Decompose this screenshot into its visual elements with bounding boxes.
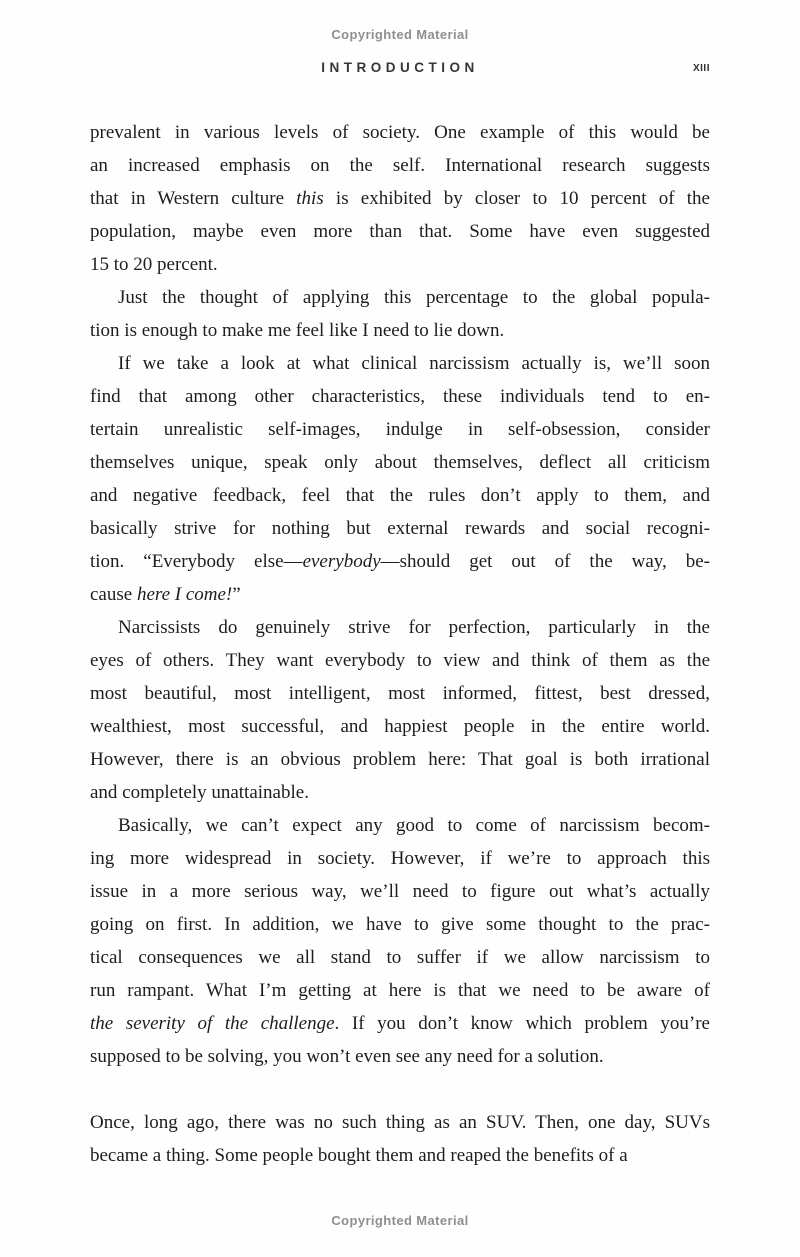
page-body [90, 116, 710, 1172]
text-segment: If we take a look at what clinical narcissism actually is, we’ll soon [118, 353, 710, 374]
text-segment: 15 to 20 percent. [90, 254, 218, 275]
text-line [90, 611, 710, 644]
text-segment: and negative feedback, feel that the rules don’t apply to them, and [90, 485, 710, 506]
paragraph [90, 809, 710, 1073]
paragraph [90, 116, 710, 281]
text-line [90, 974, 710, 1007]
text-line [90, 479, 710, 512]
text-segment: tertain unrealistic self-images, indulge in self-obsession, consider [90, 419, 710, 440]
text-segment: Once, long ago, there was no such thing as an SUV. Then, one day, SUVs [90, 1112, 710, 1133]
text-line [90, 875, 710, 908]
text-segment: that in Western culture [90, 188, 297, 209]
text-line [90, 743, 710, 776]
text-line [90, 281, 710, 314]
text-line [90, 842, 710, 875]
text-segment: . If you don’t know which problem you’re [334, 1013, 710, 1034]
text-line [90, 1106, 710, 1139]
text-line [90, 776, 710, 809]
italic-text-segment: here I come! [136, 584, 233, 605]
text-segment: wealthiest, most successful, and happiest people in the entire world. [90, 716, 710, 737]
text-segment: and completely unattainable. [90, 782, 309, 803]
paragraph [90, 1106, 710, 1172]
text-line [90, 446, 710, 479]
italic-text-segment: this [296, 188, 324, 209]
text-line [90, 1040, 710, 1073]
text-segment: —should get out of the way, be- [380, 551, 710, 572]
text-segment: prevalent in various levels of society. One example of this would be [90, 122, 710, 143]
text-line [90, 1007, 710, 1040]
text-line [90, 116, 710, 149]
paragraph [90, 347, 710, 611]
text-line [90, 545, 710, 578]
text-segment: eyes of others. They want everybody to view and think of them as the [90, 650, 710, 671]
text-segment: most beautiful, most intelligent, most informed, fittest, best dressed, [90, 683, 710, 704]
text-line [90, 182, 710, 215]
text-line [90, 1139, 710, 1172]
text-segment: However, there is an obvious problem here: That goal is both irrational [90, 749, 710, 770]
text-line [90, 314, 710, 347]
text-segment: is exhibited by closer to 10 percent of the [323, 188, 710, 209]
text-line [90, 710, 710, 743]
text-line [90, 578, 710, 611]
chapter-title: INTRODUCTION [321, 60, 479, 75]
text-segment: an increased emphasis on the self. International research suggests [90, 155, 710, 176]
text-segment: became a thing. Some people bought them and reaped the benefits of a [90, 1145, 628, 1166]
text-segment: issue in a more serious way, we’ll need to figure out what’s actually [90, 881, 710, 902]
text-line [90, 809, 710, 842]
top-copyright-notice: Copyrighted Material [331, 27, 469, 42]
text-segment: basically strive for nothing but external rewards and social recogni- [90, 518, 710, 539]
text-line [90, 677, 710, 710]
text-segment: tion is enough to make me feel like I need to lie down. [90, 320, 505, 341]
italic-text-segment: everybody [302, 551, 381, 572]
text-line [90, 215, 710, 248]
text-segment: going on first. In addition, we have to give some thought to the prac- [90, 914, 710, 935]
text-segment: cause [90, 584, 137, 605]
text-line [90, 248, 710, 281]
text-segment: population, maybe even more than that. Some have even suggested [90, 221, 710, 242]
paragraph [90, 281, 710, 347]
text-segment: Basically, we can’t expect any good to come of narcissism becom- [118, 815, 710, 836]
text-line [90, 149, 710, 182]
text-segment: ” [232, 584, 241, 605]
paragraph [90, 611, 710, 809]
text-segment: Narcissists do genuinely strive for perfection, particularly in the [118, 617, 710, 638]
text-line [90, 941, 710, 974]
text-line [90, 644, 710, 677]
text-segment: find that among other characteristics, these individuals tend to en- [90, 386, 710, 407]
text-segment: tion. “Everybody else— [90, 551, 303, 572]
text-segment: tical consequences we all stand to suffer if we allow narcissism to [90, 947, 710, 968]
italic-text-segment: the severity of the challenge [90, 1013, 335, 1034]
text-line [90, 413, 710, 446]
text-line [90, 380, 710, 413]
text-line [90, 347, 710, 380]
text-line [90, 512, 710, 545]
text-segment: Just the thought of applying this percentage to the global popula- [118, 287, 710, 308]
text-segment: run rampant. What I’m getting at here is that we need to be aware of [90, 980, 710, 1001]
bottom-copyright-notice: Copyrighted Material [331, 1213, 469, 1228]
text-segment: supposed to be solving, you won’t even see any need for a solution. [90, 1046, 604, 1067]
text-segment: themselves unique, speak only about themselves, deflect all criticism [90, 452, 710, 473]
text-line [90, 908, 710, 941]
page-number: xiii [692, 59, 710, 75]
text-segment: ing more widespread in society. However, if we’re to approach this [90, 848, 710, 869]
